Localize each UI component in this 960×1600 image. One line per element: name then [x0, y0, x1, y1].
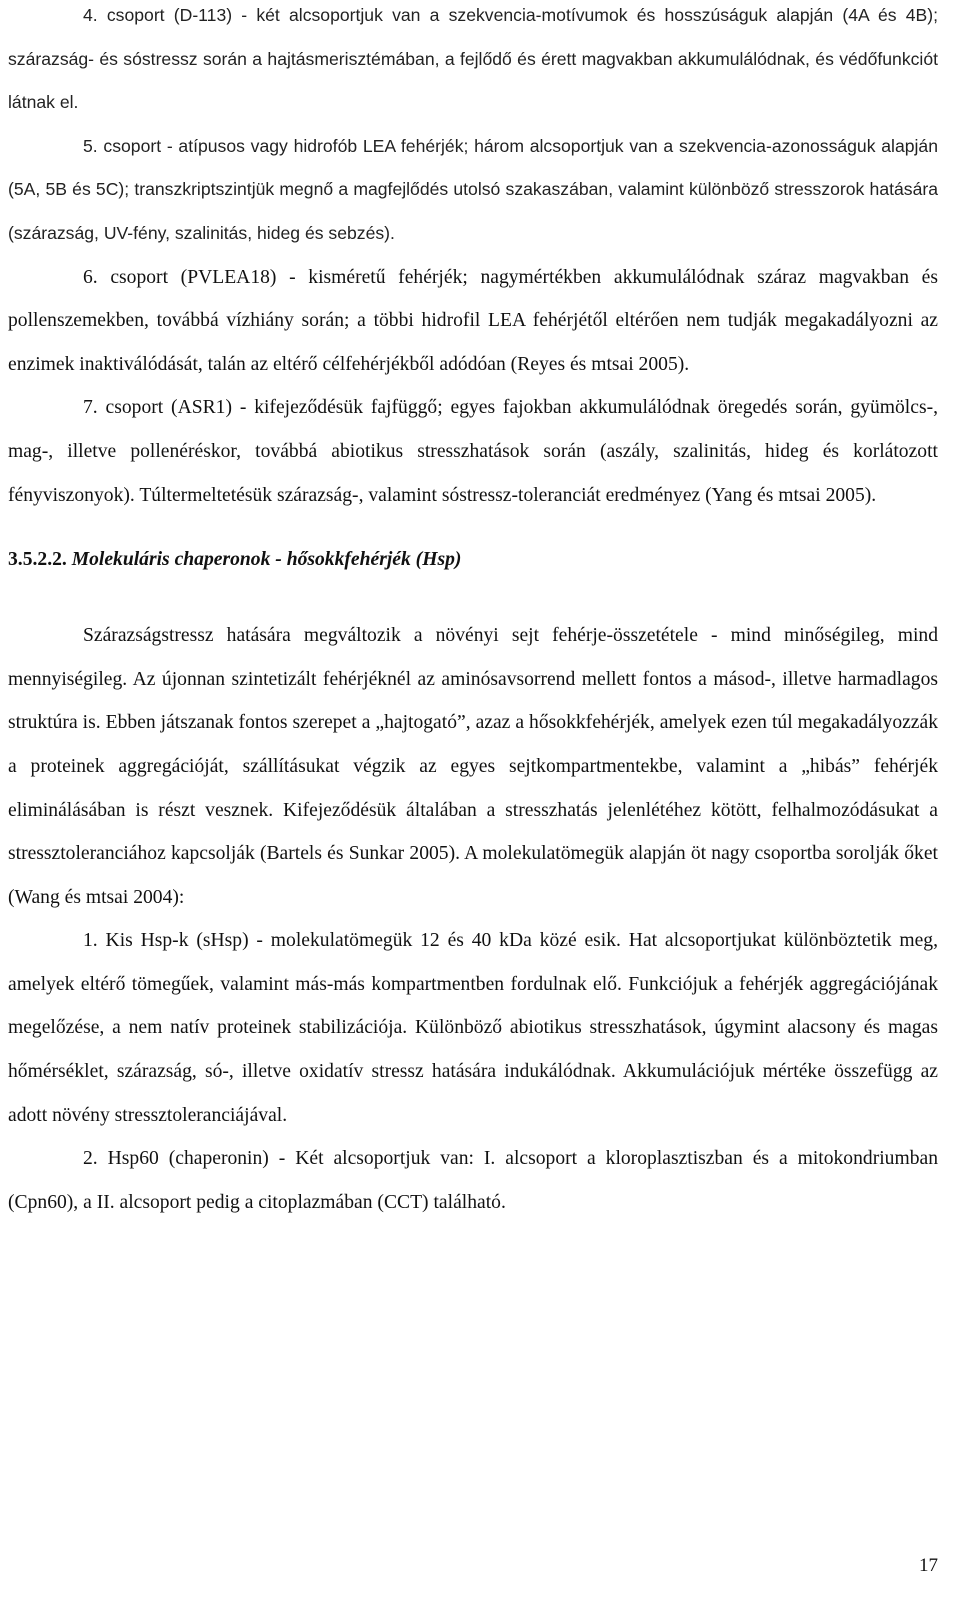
- list-item-hsp60: 2. Hsp60 (chaperonin) - Két alcsoportjuk van: I. alcsoport a kloroplasztiszban és a mitokondriumban (Cpn60), a II. alcsoport pedig a citoplazmában (CCT) található.: [8, 1148, 938, 1213]
- paragraph-group-7: 7. csoport (ASR1) - kifejeződésük fajfüggő; egyes fajokban akkumulálódnak öregedés során, gyümölcs-, mag-, illetve pollenéréskor, továbbá abiotikus stresszhatások során (aszály, szalinitás, hideg és korlátozott fényviszonyok). Túltermeltetésük szárazság-, valamint sóstressz-toleranciát eredményez (Yang és mtsai 2005).: [8, 397, 938, 506]
- paragraph-group-4: 4. csoport (D-113) - két alcsoportjuk van a szekvencia-motívumok és hosszúságuk alapján (4A és 4B); szárazság- és sóstressz során a hajtásmerisztémában, a fejlődő és érett magvakban akkumulálódnak, és védőfunkciót látnak el.: [8, 5, 938, 113]
- document-page: [8, 0, 938, 1224]
- paragraph-intro: Szárazságstressz hatására megváltozik a növényi sejt fehérje-összetétele - mind minőségileg, mind mennyiségileg. Az újonnan szintetizált fehérjéknél az aminósavsorrend mellett fontos a másod-, illetve harmadlagos struktúra is. Ebben játszanak fontos szerepet a „hajtogató”, azaz a hősokkfehérjék, amelyek ezen túl megakadályozzák a proteinek aggregációját, szállításukat végzik az egyes sejtkompartmentekbe, valamint a „hibás” fehérjék eliminálásában is részt vesznek. Kifejeződésük általában a stresszhatás jelenlétéhez kötött, felhalmozódásukat a stressztoleranciához kapcsolják (Bartels és Sunkar 2005). A molekulatömegük alapján öt nagy csoportba sorolják őket (Wang és mtsai 2004):: [8, 625, 938, 908]
- list-item-shsp: 1. Kis Hsp-k (sHsp) - molekulatömegük 12 és 40 kDa közé esik. Hat alcsoportjukat különböztetik meg, amelyek eltérő tömegűek, valamint más-más kompartmentben fordulnak elő. Funkciójuk a fehérjék aggregációjának megelőzése, a nem natív proteinek stabilizációja. Különböző abiotikus stresszhatások, úgymint alacsony és magas hőmérséklet, szárazság, só-, illetve oxidatív stressz hatására indukálódnak. Akkumulációjuk mértéke összefügg az adott növény stressztoleranciájával.: [8, 930, 938, 1126]
- section-title: Molekuláris chaperonok - hősokkfehérjék (Hsp): [71, 549, 462, 571]
- page-number: 17: [919, 1555, 938, 1576]
- section-number: 3.5.2.2.: [8, 549, 67, 571]
- section-heading: [8, 538, 938, 581]
- paragraph-group-5: 5. csoport - atípusos vagy hidrofób LEA fehérjék; három alcsoportjuk van a szekvencia-azonosságuk alapján (5A, 5B és 5C); transzkriptszintjük megnő a magfejlődés utolsó szakaszában, valamint különböző stresszorok hatására (szárazság, UV-fény, szalinitás, hideg és sebzés).: [8, 135, 938, 243]
- paragraph-group-6: 6. csoport (PVLEA18) - kisméretű fehérjék; nagymértékben akkumulálódnak száraz magvakban és pollenszemekben, továbbá vízhiány során; a többi hidrofil LEA fehérjétől eltérően nem tudják megakadályozni az enzimek inaktiválódását, talán az eltérő célfehérjékből adódóan (Reyes és mtsai 2005).: [8, 266, 938, 375]
